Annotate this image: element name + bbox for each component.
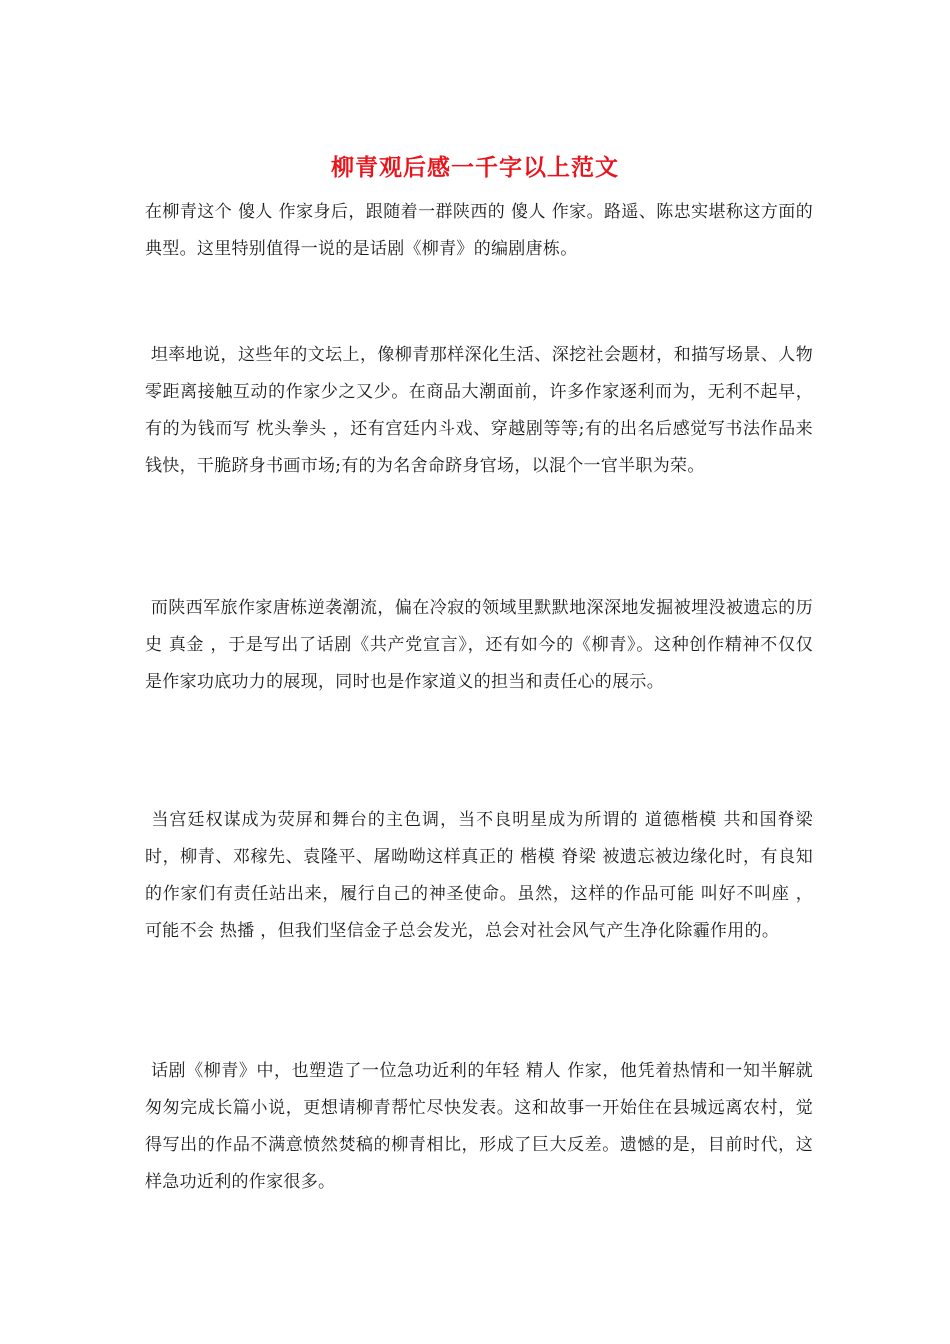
paragraph-4: 当宫廷权谋成为荧屏和舞台的主色调，当不良明星成为所谓的 道德楷模 共和国脊梁 时，柳青、邓稼先、袁隆平、屠呦呦这样真正的 楷模 脊梁 被遗忘被边缘化时，有良知的作家们有责任站出来，履行自己的神圣使命。虽然，这样的作品可能 叫好不叫座 ，可能不会 热播 ，但我们坚信金子总会发光，总会对社会风气产生净化除霾作用的。	[145, 810, 819, 941]
paragraph-1: 在柳青这个 傻人 作家身后，跟随着一群陕西的 傻人 作家。路遥、陈忠实堪称这方面的典型。这里特别值得一说的是话剧《柳青》的编剧唐栋。	[145, 202, 813, 259]
paragraph-2: 坦率地说，这些年的文坛上，像柳青那样深化生活、深挖社会题材，和描写场景、人物零距离接触互动的作家少之又少。在商品大潮面前，许多作家逐利而为，无利不起早，有的为钱而写 枕头拳头 ，还有宫廷内斗戏、穿越剧等等;有的出名后感觉写书法作品来钱快，干脆跻身书画市场;有的为名舍命跻身官场，以混个一官半职为荣。	[145, 345, 813, 476]
paragraph-3: 而陕西军旅作家唐栋逆袭潮流，偏在冷寂的领域里默默地深深地发掘被埋没被遗忘的历史 真金 ，于是写出了话剧《共产党宣言》，还有如今的《柳青》。这种创作精神不仅仅是作家功底功力的展现，同时也是作家道义的担当和责任心的展示。	[145, 598, 813, 692]
document-title: 柳青观后感一千字以上范文	[331, 154, 619, 181]
paragraph-5: 话剧《柳青》中，也塑造了一位急功近利的年轻 精人 作家，他凭着热情和一知半解就匆匆完成长篇小说，更想请柳青帮忙尽快发表。这和故事一开始住在县城远离农村，觉得写出的作品不满意愤然焚稿的柳青相比，形成了巨大反差。遗憾的是，目前时代，这样急功近利的作家很多。	[145, 1061, 813, 1192]
